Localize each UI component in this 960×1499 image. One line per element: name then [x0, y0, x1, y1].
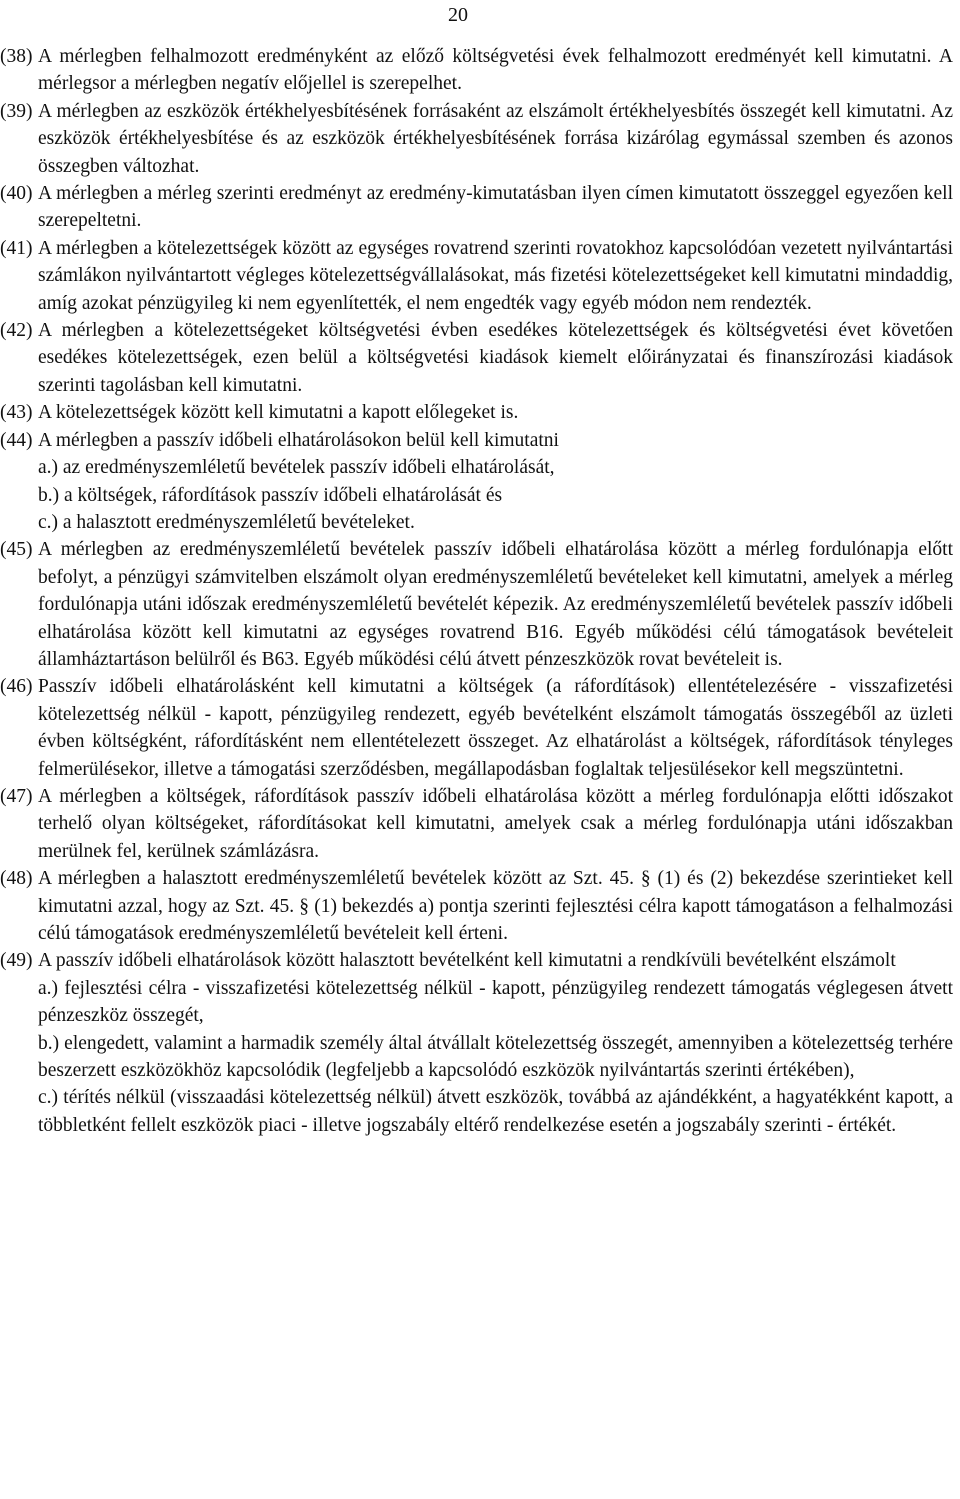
paragraph-number: (40): [0, 183, 33, 205]
paragraph-text: A mérlegben felhalmozott eredményként az előző költségvetési évek felhalmozott eredményét kell kimutatni. A mérlegsor a mérlegben negatív előjellel is szerepelhet.: [38, 46, 953, 95]
paragraph-number: (41): [0, 237, 33, 259]
paragraph-item: [0, 180, 953, 235]
paragraph-item: [0, 865, 953, 947]
paragraph-number: (42): [0, 320, 33, 342]
paragraph-item: [0, 399, 953, 426]
paragraph-number: (44): [0, 429, 33, 451]
paragraph-text: A mérlegben a kötelezettségeket költségvetési évben esedékes kötelezettségek és költségvetési évet követően esedékes kötelezettségek, ezen belül a költségvetési kiadások kiemelt előirányzatai és finanszírozási kiadások szerinti tagolásban kell kimutatni.: [38, 320, 953, 396]
paragraph-item: [0, 98, 953, 180]
paragraph-text: A passzív időbeli elhatárolások között halasztott bevételként kell kimutatni a rendkívüli bevételként elszámolt: [38, 950, 896, 972]
sub-point: a.) fejlesztési célra - visszafizetési kötelezettség nélkül - kapott, pénzügyileg rendezett támogatás véglegesen átvett pénzeszköz összegét,: [38, 977, 953, 1027]
paragraph-number: (39): [0, 100, 33, 122]
paragraph-text: A kötelezettségek között kell kimutatni a kapott előlegeket is.: [38, 402, 519, 424]
paragraph-text: Passzív időbeli elhatárolásként kell kimutatni a költségek (a ráfordítások) ellentételezésére - visszafizetési kötelezettség nélkül - kapott, pénzügyileg rendezett, egyéb bevételként elszámolt támogatás összegéből az üzleti évben költségként, ráfordításként nem ellentételezett összeget. Az elhatárolást a költségek, ráfordítások tényleges felmerülésekor, illetve a támogatási szerződésben, megállapodásban foglaltak teljesülésekor kell megszüntetni.: [38, 676, 953, 780]
paragraph-item: [0, 783, 953, 865]
paragraph-number: (49): [0, 950, 33, 972]
sub-point: c.) térítés nélkül (visszaadási kötelezettség nélkül) átvett eszközök, továbbá az ajándékként, a hagyatékként kapott, a többletként fellelt eszközök piaci - illetve jogszabály eltérő rendelkezése esetén a jogszabály szerinti - értékét.: [38, 1087, 953, 1136]
sub-point: b.) elengedett, valamint a harmadik személy által átvállalt kötelezettség összegét, amennyiben a kötelezettség terhére beszerzett eszközökhöz kapcsolódik (legfeljebb a kapcsolódó eszközök nyilvántartás szerinti értékében),: [38, 1032, 953, 1082]
paragraph-number: (43): [0, 402, 33, 424]
paragraph-number: (38): [0, 46, 33, 67]
sub-point: c.) a halasztott eredményszemléletű bevételeket.: [38, 511, 415, 533]
paragraph-text: A mérlegben a halasztott eredményszemléletű bevételek között az Szt. 45. § (1) és (2) bekezdése szerintieket kell kimutatni azzal, hogy az Szt. 45. § (1) bekezdés a) pontja szerinti fejlesztési célra kapott támogatáson a felhalmozási célú támogatások eredményszemléletű bevételeit kell érteni.: [38, 868, 953, 944]
paragraph-text: A mérlegben a költségek, ráfordítások passzív időbeli elhatárolása között a mérleg fordulónapja előtti időszakot terhelő olyan költségeket, ráfordításokat kell kimutatni, amelyek csak a mérleg fordulónapja utáni időszakban merülnek fel, kerülnek számlázásra.: [38, 785, 953, 862]
paragraph-number: (45): [0, 539, 33, 561]
document-body: [0, 43, 953, 1139]
paragraph-item: [0, 536, 953, 673]
paragraph-item: [0, 427, 953, 537]
sub-point: a.) az eredményszemléletű bevételek passzív időbeli elhatárolását,: [38, 457, 555, 479]
paragraph-text: A mérlegben a passzív időbeli elhatárolásokon belül kell kimutatni: [38, 429, 559, 451]
paragraph-text: A mérlegben a kötelezettségek között az egységes rovatrend szerinti rovatokhoz kapcsolódóan vezetett nyilvántartási számlákon nyilvántartott végleges kötelezettségvállalásokat, más fizetési kötelezettségeket kell kimutatni mindaddig, amíg azokat pénzügyileg ki nem egyenlítették, el nem engedték vagy egyéb módon nem rendezték.: [38, 237, 953, 314]
paragraph-text: A mérlegben az eredményszemléletű bevételek passzív időbeli elhatárolása között a mérleg fordulónapja előtt befolyt, a pénzügyi számvitelben elszámolt olyan eredményszemléletű bevételeket kell kimutatni, amelyek a mérleg fordulónapja utáni időszak eredményszemléletű bevételét képezik. Az eredményszemléletű bevételek passzív időbeli elhatárolása között kell kimutatni az egységes rovatrend B16. Egyéb működési célú támogatások bevételeit államháztartáson belülről és B63. Egyéb működési célú átvett pénzeszközök rovat bevételeit is.: [38, 539, 953, 670]
paragraph-item: [0, 947, 953, 1139]
paragraph-item: [0, 43, 953, 98]
page-number-text: 20: [448, 4, 468, 26]
paragraph-number: (48): [0, 868, 33, 890]
sub-point: b.) a költségek, ráfordítások passzív időbeli elhatárolását és: [38, 484, 503, 506]
paragraph-text: A mérlegben az eszközök értékhelyesbítésének forrásaként az elszámolt értékhelyesbítés összegét kell kimutatni. Az eszközök értékhelyesbítése és az eszközök értékhelyesbítésének forrása kizárólag egymással szemben és azonos összegben változhat.: [38, 100, 953, 177]
paragraph-item: [0, 317, 953, 399]
paragraph-item: [0, 673, 953, 783]
paragraph-item: [0, 235, 953, 317]
paragraph-text: A mérlegben a mérleg szerinti eredményt az eredmény-kimutatásban ilyen címen kimutatott összeggel egyezően kell szerepeltetni.: [38, 183, 953, 232]
paragraph-number: (46): [0, 676, 33, 698]
paragraph-number: (47): [0, 785, 33, 807]
